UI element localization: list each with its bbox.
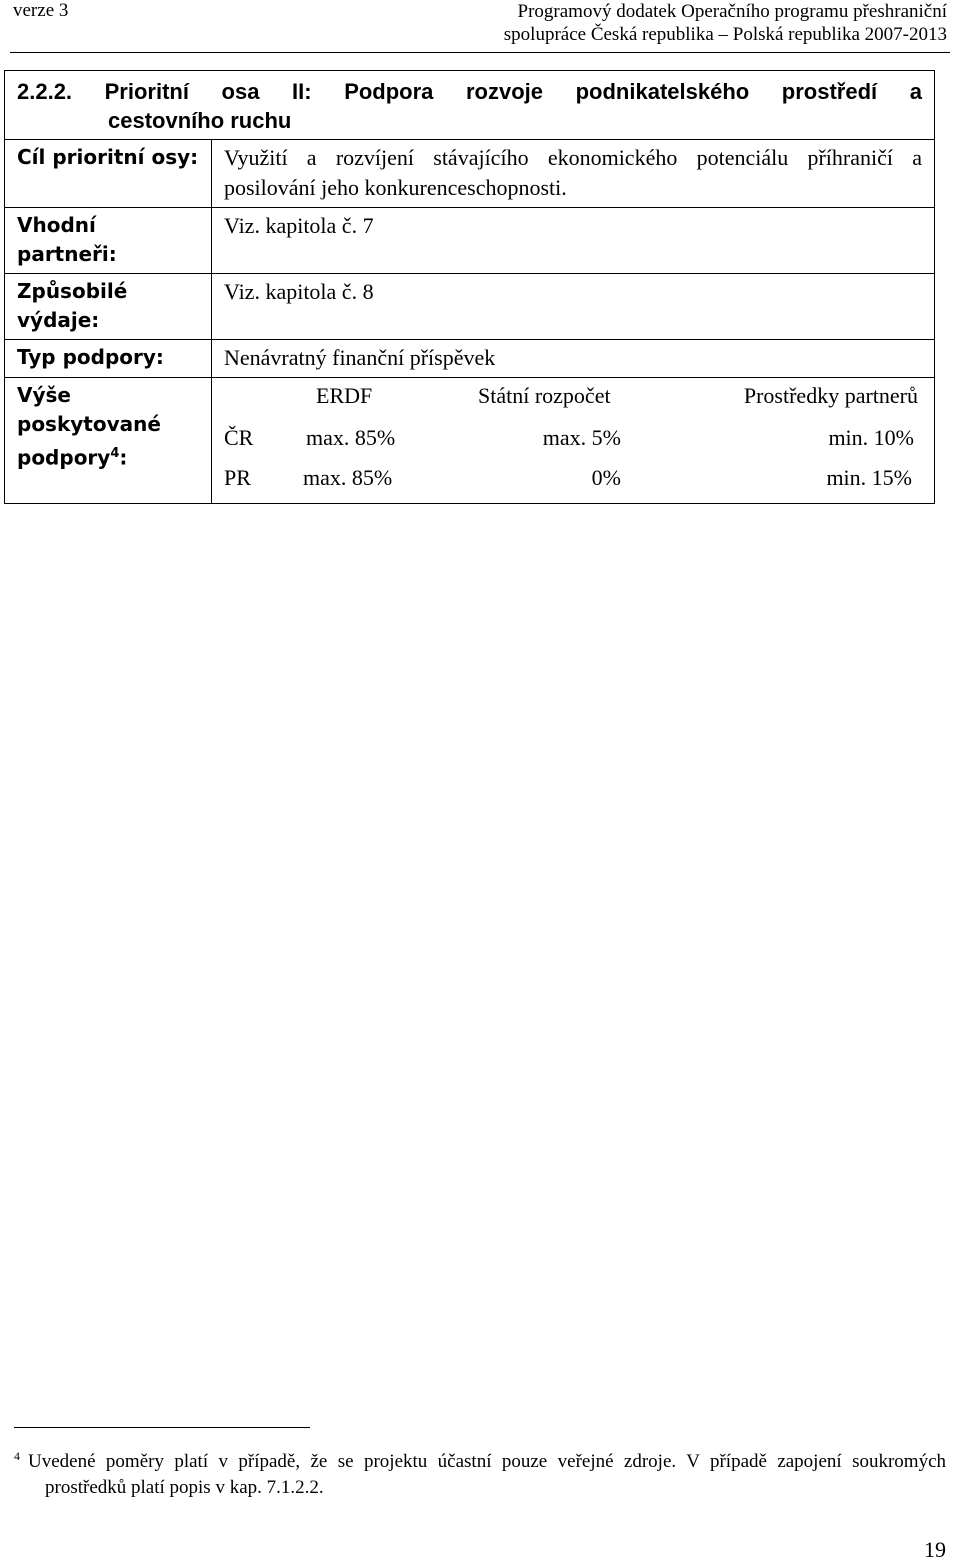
row-pr-erdf: max. 85%: [303, 465, 393, 490]
table-row: [5, 140, 935, 208]
table-row: [5, 378, 935, 504]
priority-axis-table: [4, 70, 935, 504]
page-number: 19: [924, 1537, 946, 1562]
header-prostredky-partneru: Prostředky partnerů: [743, 383, 918, 408]
typ-label: Typ podpory:: [5, 340, 212, 378]
row-cr-statni: max. 5%: [542, 425, 621, 450]
vyse-label: [5, 378, 212, 504]
cil-label: Cíl prioritní osy:: [5, 140, 212, 208]
header-erdf: ERDF: [316, 383, 373, 408]
row-cr-erdf: max. 85%: [306, 425, 396, 450]
header-title-line1: Programový dodatek Operačního programu přeshraniční: [517, 1, 947, 22]
title-word: prostředí: [781, 79, 878, 104]
footnote-mark: 4: [14, 1449, 20, 1463]
title-word: osa: [221, 79, 260, 104]
header-rule: [10, 52, 950, 53]
footnote: [14, 1449, 946, 1501]
table-row: [5, 340, 935, 378]
row-cr-country: ČR: [224, 425, 254, 450]
partneri-label: Vhodní partneři:: [5, 208, 212, 274]
title-word: II:: [292, 79, 312, 104]
cil-value-line2: posilování jeho konkurenceschopnosti.: [224, 175, 567, 200]
title-word: a: [909, 79, 922, 104]
title-word: rozvoje: [466, 79, 544, 104]
header-title-line2: spolupráce Česká republika – Polská republika 2007-2013: [503, 24, 947, 45]
header-version: verze 3: [13, 0, 69, 21]
section-title: [5, 71, 935, 140]
vyse-label-suffix: :: [119, 445, 128, 470]
financing-grid: [224, 381, 922, 499]
table-row: [5, 274, 935, 340]
title-word: Prioritní: [104, 79, 189, 104]
section-title-line2: cestovního ruchu: [108, 108, 292, 133]
footnote-rule: [14, 1427, 310, 1428]
row-pr-statni: 0%: [591, 465, 621, 490]
table-row: [5, 208, 935, 274]
header-statni-rozpocet: Státní rozpočet: [478, 383, 611, 408]
row-pr-partneri: min. 15%: [826, 465, 912, 490]
section-number: 2.2.2.: [17, 79, 73, 104]
cil-value-line1: Využití a rozvíjení stávajícího ekonomického potenciálu příhraničí a: [224, 145, 922, 170]
title-word: podnikatelského: [575, 79, 750, 104]
title-word: Podpora: [344, 79, 434, 104]
header-document-title: [504, 0, 947, 46]
footnote-ref: 4: [110, 446, 120, 461]
vydaje-value: Viz. kapitola č. 8: [212, 274, 935, 340]
footnote-line1: Uvedené poměry platí v případě, že se projektu účastní pouze veřejné zdroje. V případě zapojení soukromých: [28, 1451, 946, 1472]
footnote-line2: prostředků platí popis v kap. 7.1.2.2.: [45, 1477, 324, 1498]
partneri-value: Viz. kapitola č. 7: [212, 208, 935, 274]
cil-value: [212, 140, 935, 208]
vydaje-label: Způsobilé výdaje:: [5, 274, 212, 340]
row-pr-country: PR: [224, 465, 251, 490]
typ-value: Nenávratný finanční příspěvek: [212, 340, 935, 378]
financing-cell: [212, 378, 935, 504]
vyse-label-text: Výše poskytované podpory: [17, 383, 161, 470]
row-cr-partneri: min. 10%: [828, 425, 914, 450]
